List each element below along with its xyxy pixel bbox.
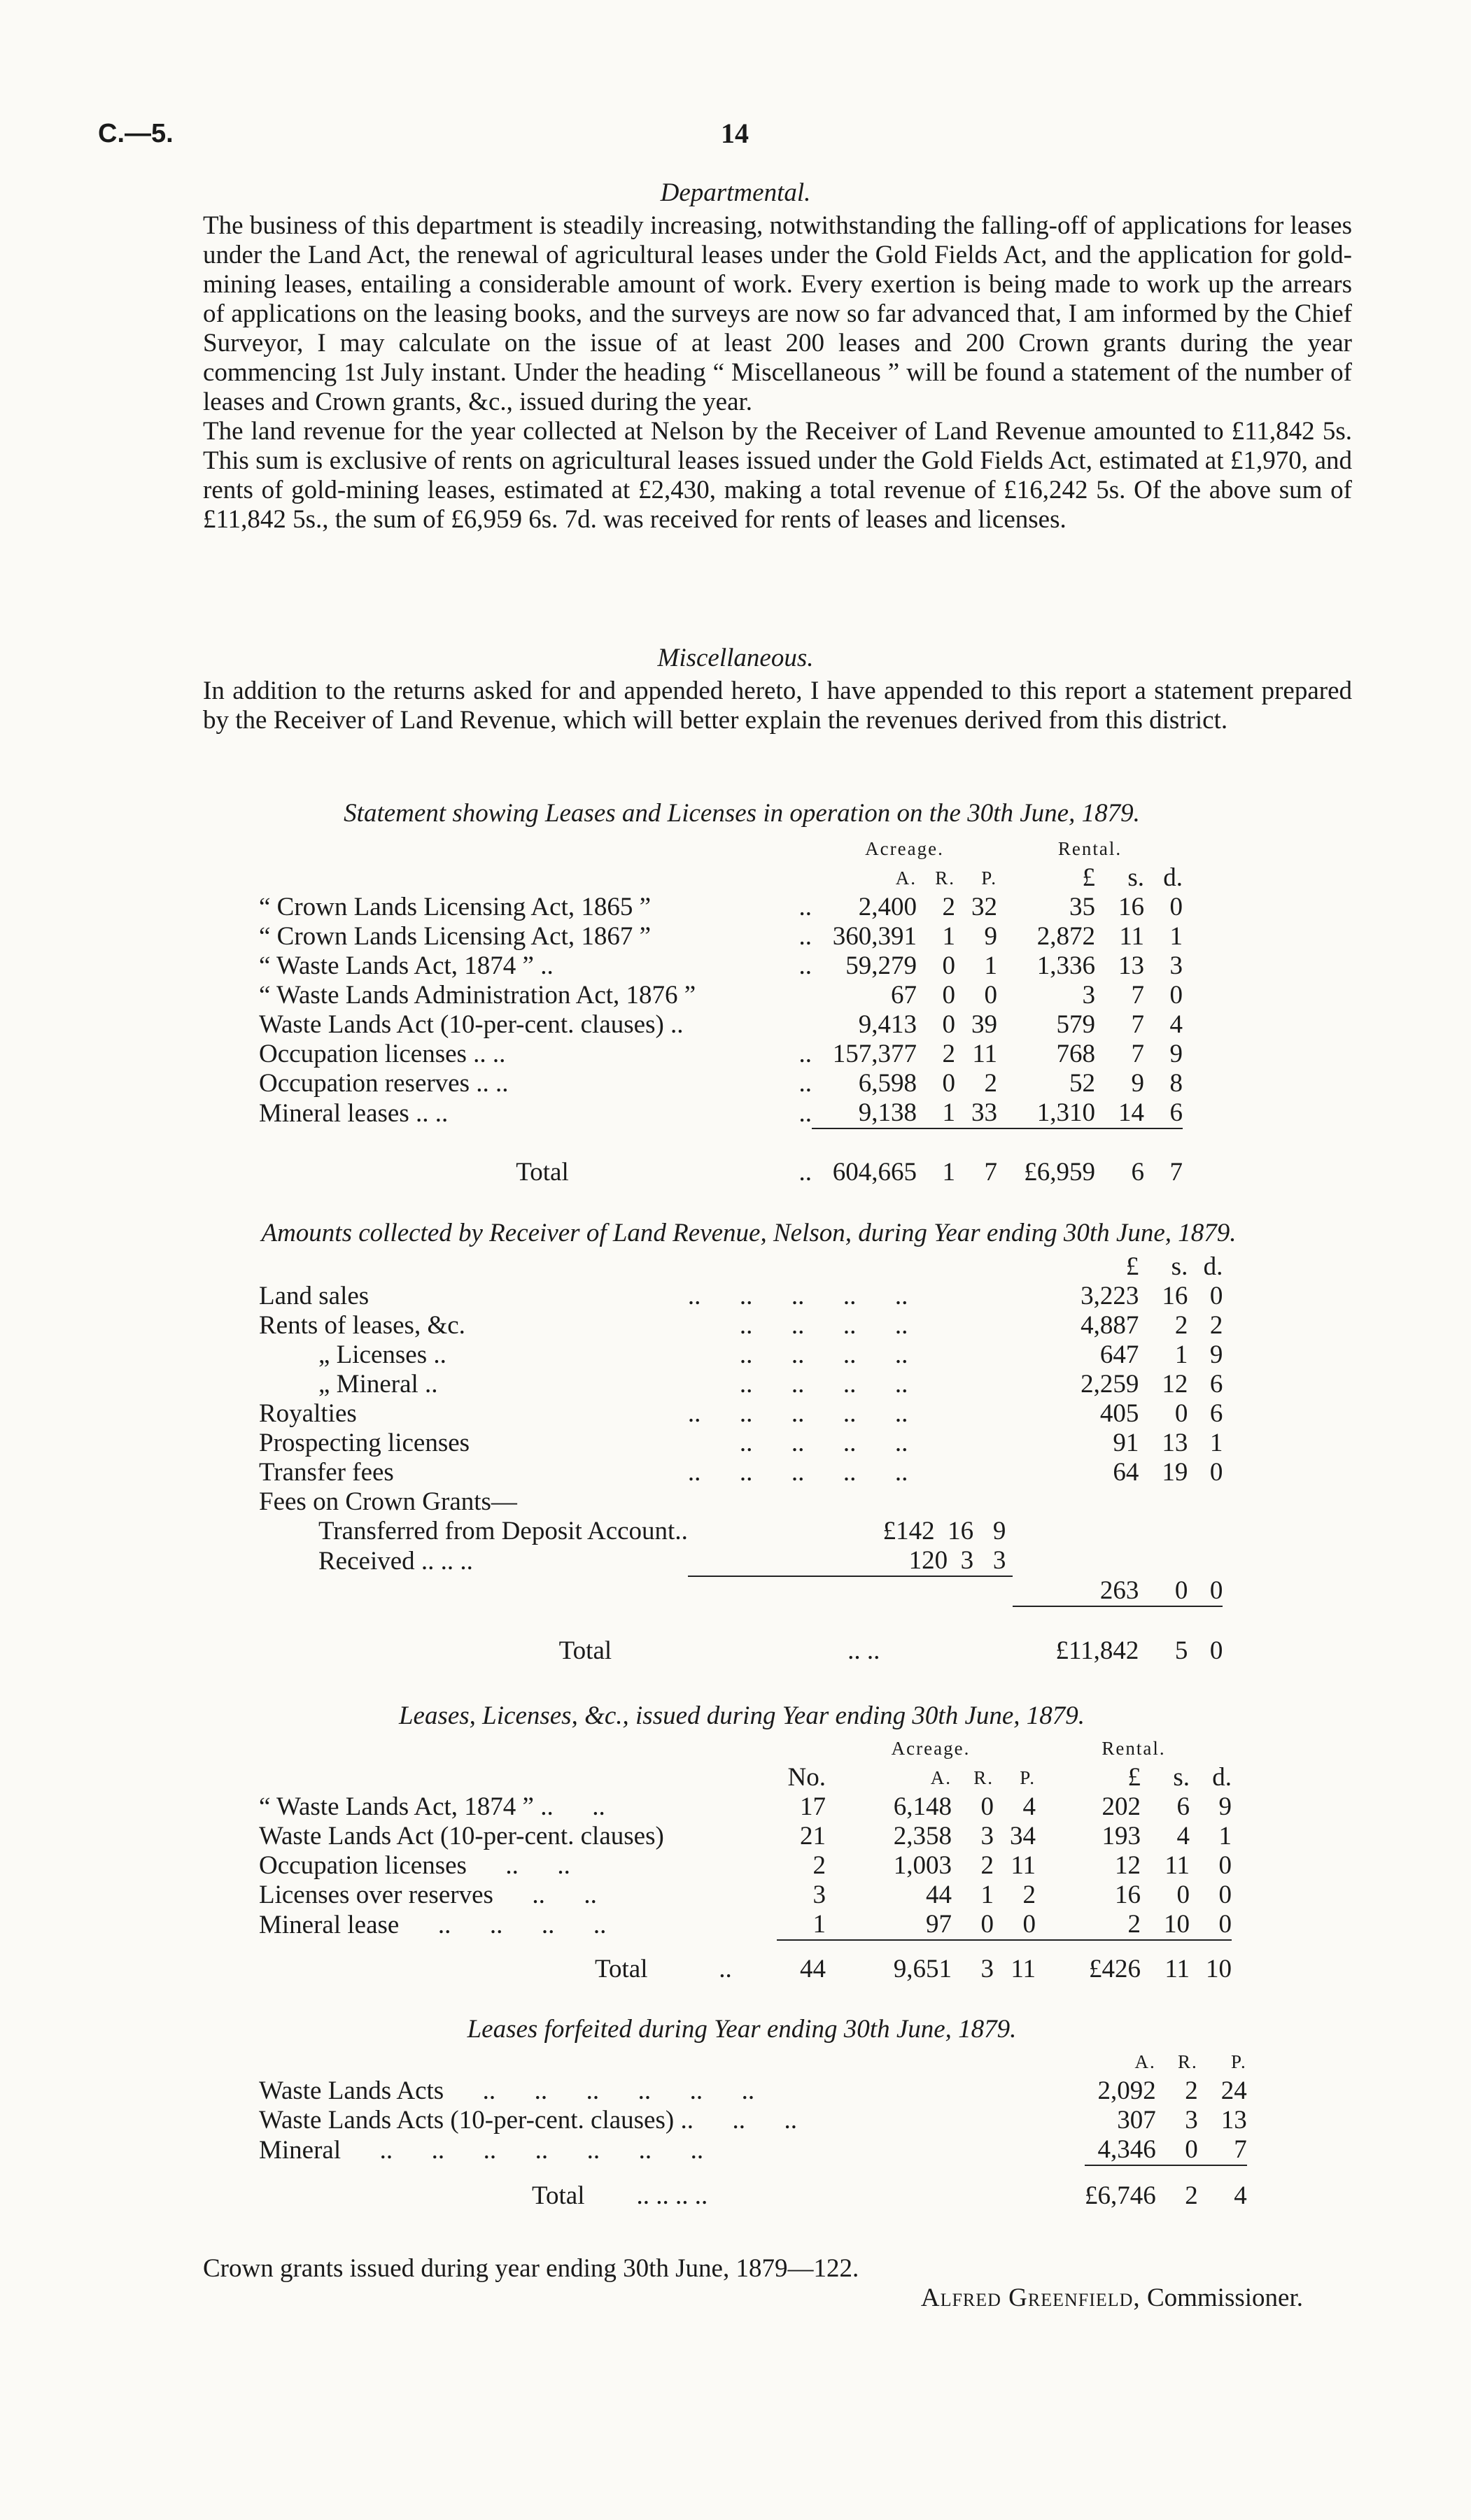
row-roods: 0 (942, 1069, 955, 1098)
row-roods: 0 (942, 1010, 955, 1039)
row-acres: 1,003 (893, 1851, 952, 1880)
row-acres: 9,413 (858, 1010, 917, 1039)
row-roods: 2 (1185, 2076, 1198, 2105)
miscellaneous-heading: Miscellaneous. (657, 644, 814, 672)
row-pence: 3 (1169, 951, 1183, 980)
table3-col-r: R. (973, 1767, 994, 1788)
table1-caption: Statement showing Leases and Licenses in operation on the 30th June, 1879. (344, 799, 1140, 828)
row-label: “ Crown Lands Licensing Act, 1865 ” (259, 893, 652, 921)
row-pounds: 3,223 (1081, 1282, 1139, 1310)
departmental-section (203, 211, 1352, 535)
table3-acreage-group: Acreage. (891, 1738, 971, 1759)
row-pounds: 52 (1069, 1069, 1095, 1098)
row-shillings: 13 (1162, 1429, 1188, 1457)
table3-total-no: 44 (800, 1955, 826, 1983)
row-label: “ Crown Lands Licensing Act, 1867 ” (259, 922, 652, 951)
fee-shillings: 3 (960, 1546, 974, 1575)
row-label: Occupation reserves .. .. (259, 1069, 509, 1098)
row-pence: 9 (1218, 1792, 1232, 1821)
row-dots: .. .. .. .. (739, 1370, 908, 1399)
table2-row (259, 1340, 1223, 1370)
table2-amounts-collected (259, 1252, 1223, 1666)
row-acres: 2,358 (893, 1822, 952, 1850)
row-shillings: 0 (1176, 1881, 1190, 1909)
table4-total-perches: 4 (1234, 2181, 1247, 2210)
row-label: „ Licenses .. (318, 1340, 446, 1369)
row-perches: 34 (1010, 1822, 1036, 1850)
row-shillings: 11 (1164, 1851, 1190, 1880)
row-pounds: 579 (1056, 1010, 1095, 1039)
row-shillings: 0 (1174, 1399, 1188, 1428)
row-dots: .. .. .. .. (739, 1429, 908, 1457)
row-dots: .. .. .. .. (739, 1311, 908, 1340)
row-shillings: 4 (1176, 1822, 1190, 1850)
table4-row (259, 2106, 1247, 2135)
table3-rental-group: Rental. (1102, 1738, 1166, 1759)
table1-row (259, 1040, 1183, 1069)
row-pounds: 12 (1115, 1851, 1141, 1880)
table4-total-roods: 2 (1185, 2181, 1198, 2210)
table2-fee-row (259, 1517, 1223, 1546)
row-acres: 4,346 (1097, 2135, 1156, 2164)
row-pounds: 2,872 (1036, 922, 1095, 951)
table3-col-pence: d. (1212, 1763, 1232, 1792)
row-pounds: 768 (1056, 1040, 1095, 1068)
row-roods: 2 (942, 1040, 955, 1068)
row-pence: 0 (1209, 1282, 1223, 1310)
table4-row (259, 2076, 1247, 2106)
row-pence: 8 (1169, 1069, 1183, 1098)
table2-fees-total-pounds: 263 (1099, 1576, 1139, 1605)
row-shillings: 13 (1118, 951, 1144, 980)
row-roods: 3 (980, 1822, 994, 1850)
row-perches: 24 (1220, 2076, 1247, 2105)
table2-col-pounds: £ (1125, 1252, 1139, 1281)
row-roods: 0 (942, 951, 955, 980)
table1-row (259, 893, 1183, 922)
table2-col-shillings: s. (1171, 1252, 1188, 1281)
table3-total-pounds: £426 (1089, 1955, 1141, 1983)
departmental-paragraph-2: The land revenue for the year collected at Nelson by the Receiver of Land Revenue amounted to £11,842 5s. This sum is exclusive of rents on agricultural leases issued under the Gold Fields Act, estimated at £1,970, and rents of gold-mining leases, estimated at £2,430, making a total revenue of £16,242 5s. Of the above sum of £11,842 5s., the sum of £6,959 6s. 7d. was received for rents of leases and licenses. (203, 417, 1352, 534)
row-acres: 2,400 (858, 893, 917, 921)
table2-row (259, 1458, 1223, 1487)
table2-total-row (259, 1636, 1223, 1666)
row-label: Occupation licenses .. .. (259, 1851, 570, 1880)
table3-total-roods: 3 (980, 1955, 994, 1983)
table4-total-acres: £6,746 (1085, 2181, 1156, 2210)
row-label: Rents of leases, &c. (259, 1311, 465, 1340)
row-dots: .. (798, 951, 812, 980)
table2-total-pounds: £11,842 (1055, 1636, 1139, 1665)
row-pence: 0 (1169, 893, 1183, 921)
row-perches: 2 (984, 1069, 997, 1098)
row-label: Prospecting licenses (259, 1429, 470, 1457)
row-roods: 0 (980, 1792, 994, 1821)
row-pence: 0 (1218, 1881, 1232, 1909)
row-label: Mineral leases .. .. (259, 1099, 449, 1128)
row-number: 3 (812, 1881, 826, 1909)
table1-col-shillings: s. (1127, 863, 1144, 892)
row-pence: 6 (1209, 1370, 1223, 1399)
table1-row (259, 951, 1183, 981)
table1-col-a: A. (895, 868, 917, 889)
row-roods: 1 (942, 922, 955, 951)
table3-total-shillings: 11 (1164, 1955, 1190, 1983)
table1-row (259, 1069, 1183, 1098)
row-label: Waste Lands Act (10-per-cent. clauses) (259, 1822, 664, 1850)
row-perches: 1 (984, 951, 997, 980)
table3-total-pence: 10 (1206, 1955, 1232, 1983)
row-pounds: 193 (1102, 1822, 1141, 1850)
departmental-paragraph-1: The business of this department is steadily increasing, notwithstanding the falling-off of applications for leases under the Land Act, the renewal of agricultural leases under the Gold Fields Act, and the application for gold-mining leases, entailing a considerable amount of work. Every exertion is being made to work up the arrears of applications on the leasing books, and the surveys are now so far advanced that, I am informed by the Chief Surveyor, I may calculate on the issue of at least 200 leases and 200 Crown grants during the year commencing 1st July instant. Under the heading “ Miscellaneous ” will be found a statement of the number of leases and Crown grants, &c., issued during the year. (203, 211, 1352, 416)
fee-amount (688, 1517, 1013, 1546)
row-label: Waste Lands Acts (10-per-cent. clauses) .. .. .. (259, 2106, 797, 2135)
table3-row (259, 1851, 1232, 1881)
row-roods: 2 (942, 893, 955, 921)
table2-row (259, 1311, 1223, 1340)
row-shillings: 12 (1162, 1370, 1188, 1399)
row-perches: 4 (1022, 1792, 1036, 1821)
table2-total-dots: .. .. (847, 1636, 880, 1665)
row-label: „ Mineral .. (318, 1370, 438, 1399)
table4-col-r: R. (1177, 2051, 1198, 2072)
row-pence: 1 (1209, 1429, 1223, 1457)
table4-total-row (259, 2181, 1247, 2211)
table2-fees-heading: Fees on Crown Grants— (259, 1487, 517, 1516)
row-roods: 0 (980, 1910, 994, 1939)
table1-total-pence: 7 (1169, 1158, 1183, 1187)
fee-pence: 3 (992, 1546, 1006, 1575)
row-pence: 9 (1209, 1340, 1223, 1369)
table2-total-pence: 0 (1209, 1636, 1223, 1665)
row-shillings: 7 (1131, 981, 1144, 1010)
row-label: Mineral lease .. .. .. .. (259, 1911, 607, 1939)
row-shillings: 19 (1162, 1458, 1188, 1487)
row-label: Licenses over reserves .. .. (259, 1881, 597, 1909)
row-label: “ Waste Lands Administration Act, 1876 ” (259, 981, 696, 1010)
table3-total-acres: 9,651 (893, 1955, 952, 1983)
table1-total-row (259, 1158, 1183, 1187)
row-pence: 0 (1218, 1851, 1232, 1880)
row-label: “ Waste Lands Act, 1874 ” .. (259, 951, 554, 980)
row-pounds: 2 (1127, 1910, 1141, 1939)
signature-title: Commissioner. (1146, 2284, 1303, 2312)
row-number: 17 (800, 1792, 826, 1821)
row-pence: 2 (1209, 1311, 1223, 1340)
row-dots: .. (798, 1040, 812, 1068)
table2-total-label: Total (558, 1636, 612, 1665)
row-dots: .. .. .. .. .. (687, 1399, 908, 1428)
fee-pence: 9 (992, 1517, 1006, 1545)
table4-col-p: P. (1230, 2051, 1247, 2072)
fee-pounds: £142 (882, 1517, 935, 1545)
table1-col-p: P. (981, 868, 997, 889)
row-pounds: 3 (1082, 981, 1095, 1010)
row-roods: 1 (980, 1881, 994, 1909)
row-pence: 9 (1169, 1040, 1183, 1068)
row-dots: .. (798, 893, 812, 921)
table1-col-r: R. (935, 868, 955, 889)
row-perches: 2 (1022, 1881, 1036, 1909)
row-number: 1 (812, 1910, 826, 1939)
table3-caption: Leases, Licenses, &c., issued during Year ending 30th June, 1879. (398, 1701, 1085, 1730)
table4-caption: Leases forfeited during Year ending 30th June, 1879. (467, 2015, 1017, 2044)
table1-total-pounds: £6,959 (1024, 1158, 1095, 1187)
table1-row (259, 1098, 1183, 1128)
row-pounds: 1,336 (1036, 951, 1095, 980)
row-acres: 44 (926, 1881, 952, 1909)
row-dots: .. (798, 1069, 812, 1098)
table2-col-pence: d. (1203, 1252, 1223, 1281)
departmental-heading: Departmental. (660, 178, 811, 207)
table2-fees-total-shillings: 0 (1174, 1576, 1188, 1605)
table1-col-pounds: £ (1082, 863, 1095, 892)
table1-row (259, 981, 1183, 1010)
row-dots: .. .. .. .. .. (687, 1458, 908, 1487)
table4-row (259, 2135, 1247, 2165)
table1-row (259, 922, 1183, 951)
table3-col-pounds: £ (1127, 1763, 1141, 1792)
table1-total-roods: 1 (942, 1158, 955, 1187)
row-pounds: 35 (1069, 893, 1095, 921)
table2-row (259, 1370, 1223, 1399)
row-shillings: 9 (1131, 1069, 1144, 1098)
row-pence: 0 (1169, 981, 1183, 1010)
table2-row (259, 1399, 1223, 1429)
fee-shillings: 16 (948, 1517, 974, 1545)
row-roods: 0 (942, 981, 955, 1010)
row-acres: 6,148 (893, 1792, 952, 1821)
table3-col-no: No. (787, 1763, 826, 1792)
row-shillings: 6 (1176, 1792, 1190, 1821)
table4-col-a: A. (1134, 2051, 1156, 2072)
row-shillings: 1 (1174, 1340, 1188, 1369)
table1-col-pence: d. (1163, 863, 1183, 892)
row-number: 2 (812, 1851, 826, 1880)
row-perches: 9 (984, 922, 997, 951)
document-ref: C.—5. (98, 119, 174, 148)
row-pounds: 647 (1099, 1340, 1139, 1369)
table4-total-dots: .. .. .. .. (636, 2181, 708, 2210)
table4-total-label: Total (532, 2181, 585, 2210)
table1-leases-in-operation (259, 834, 1183, 1187)
row-shillings: 7 (1131, 1040, 1144, 1068)
table3-total-perches: 11 (1011, 1955, 1036, 1983)
table2-total-shillings: 5 (1174, 1636, 1188, 1665)
row-label: Occupation licenses .. .. (259, 1040, 506, 1068)
row-dots: .. .. .. .. (739, 1340, 908, 1369)
row-roods: 2 (980, 1851, 994, 1880)
table1-total-acres: 604,665 (832, 1158, 917, 1187)
row-pounds: 202 (1102, 1792, 1141, 1821)
row-dots (742, 1010, 812, 1040)
row-perches: 11 (972, 1040, 997, 1068)
row-acres: 67 (891, 981, 917, 1010)
row-acres: 157,377 (832, 1040, 917, 1068)
row-roods: 0 (1185, 2135, 1198, 2164)
row-shillings: 10 (1164, 1910, 1190, 1939)
row-label: Transfer fees (259, 1458, 394, 1487)
row-dots: .. .. .. .. .. (687, 1282, 908, 1310)
row-perches: 33 (971, 1098, 997, 1127)
row-dots: .. (798, 922, 812, 951)
table2-fees-total-pence: 0 (1209, 1576, 1223, 1605)
table1-total-shillings: 6 (1131, 1158, 1144, 1187)
row-acres: 6,598 (858, 1069, 917, 1098)
fee-amount (688, 1546, 1013, 1576)
row-pence: 6 (1209, 1399, 1223, 1428)
row-perches: 7 (1234, 2135, 1247, 2164)
row-pounds: 1,310 (1036, 1098, 1095, 1127)
row-label: Waste Lands Acts .. .. .. .. .. .. (259, 2076, 755, 2105)
table2-caption: Amounts collected by Receiver of Land Revenue, Nelson, during Year ending 30th June, 1879. (261, 1219, 1237, 1247)
row-perches: 32 (971, 893, 997, 921)
row-pence: 1 (1218, 1822, 1232, 1850)
table3-total-label: Total (595, 1955, 648, 1983)
table3-leases-issued (259, 1734, 1232, 1984)
table2-row (259, 1429, 1223, 1458)
row-shillings: 11 (1119, 922, 1144, 951)
table3-total-dots: .. (719, 1955, 732, 1983)
row-perches: 11 (1011, 1851, 1036, 1880)
row-pence: 0 (1209, 1458, 1223, 1487)
row-label: Royalties (259, 1399, 357, 1428)
row-label: Land sales (259, 1282, 369, 1310)
row-pounds: 64 (1113, 1458, 1139, 1487)
row-label: “ Waste Lands Act, 1874 ” .. .. (259, 1792, 605, 1821)
row-dots (742, 981, 812, 1010)
table2-row (259, 1282, 1223, 1311)
row-pounds: 16 (1115, 1881, 1141, 1909)
row-pence: 4 (1169, 1010, 1183, 1039)
table1-total-label: Total (516, 1158, 569, 1187)
row-pounds: 4,887 (1081, 1311, 1139, 1340)
fee-label: Transferred from Deposit Account.. (318, 1517, 688, 1545)
row-shillings: 16 (1118, 893, 1144, 921)
table3-row (259, 1822, 1232, 1851)
row-shillings: 14 (1118, 1098, 1144, 1127)
table1-total-dots: .. (798, 1158, 812, 1187)
table3-total-row (259, 1955, 1232, 1984)
row-pounds: 405 (1099, 1399, 1139, 1428)
table1-rental-group: Rental. (1057, 838, 1122, 859)
row-pounds: 2,259 (1081, 1370, 1139, 1399)
row-acres: 59,279 (845, 951, 917, 980)
row-perches: 39 (971, 1010, 997, 1039)
row-label: Mineral .. .. .. .. .. .. .. (259, 2136, 704, 2165)
row-shillings: 2 (1174, 1311, 1188, 1340)
fee-label: Received .. .. .. (318, 1547, 473, 1576)
fee-pounds: 120 (908, 1546, 948, 1575)
row-shillings: 16 (1162, 1282, 1188, 1310)
row-acres: 360,391 (832, 922, 917, 951)
row-perches: 0 (1022, 1910, 1036, 1939)
row-roods: 1 (942, 1098, 955, 1127)
table1-acreage-group: Acreage. (865, 838, 944, 859)
table1-row (259, 1010, 1183, 1040)
row-acres: 307 (1117, 2106, 1156, 2135)
table1-total-perches: 7 (984, 1158, 997, 1187)
row-perches: 0 (984, 981, 997, 1010)
row-pence: 1 (1169, 922, 1183, 951)
table4-leases-forfeited (259, 2047, 1247, 2211)
signature (921, 2284, 1303, 2313)
row-shillings: 7 (1131, 1010, 1144, 1039)
row-pence: 6 (1169, 1098, 1183, 1127)
table3-col-shillings: s. (1173, 1763, 1190, 1792)
row-number: 21 (800, 1822, 826, 1850)
table3-row (259, 1910, 1232, 1940)
row-label: Waste Lands Act (10-per-cent. clauses) .. (259, 1010, 684, 1039)
row-acres: 2,092 (1097, 2076, 1156, 2105)
miscellaneous-paragraph: In addition to the returns asked for and appended hereto, I have appended to this report a statement prepared by the Receiver of Land Revenue, which will better explain the revenues derived from this district. (203, 677, 1352, 735)
table2-fee-row (259, 1546, 1223, 1576)
row-dots: .. (798, 1099, 812, 1128)
row-pounds: 91 (1113, 1429, 1139, 1457)
row-perches: 13 (1220, 2106, 1247, 2135)
crown-grants-note: Crown grants issued during year ending 30th June, 1879—122. (203, 2254, 859, 2283)
table3-col-a: A. (930, 1767, 952, 1788)
signature-name: Alfred Greenfield, (920, 2284, 1141, 2312)
table3-row (259, 1792, 1232, 1822)
row-acres: 9,138 (858, 1098, 917, 1127)
row-pence: 0 (1218, 1910, 1232, 1939)
table3-row (259, 1881, 1232, 1910)
row-acres: 97 (926, 1910, 952, 1939)
table3-col-p: P. (1020, 1767, 1036, 1788)
row-roods: 3 (1185, 2106, 1198, 2135)
page-number: 14 (721, 118, 749, 149)
